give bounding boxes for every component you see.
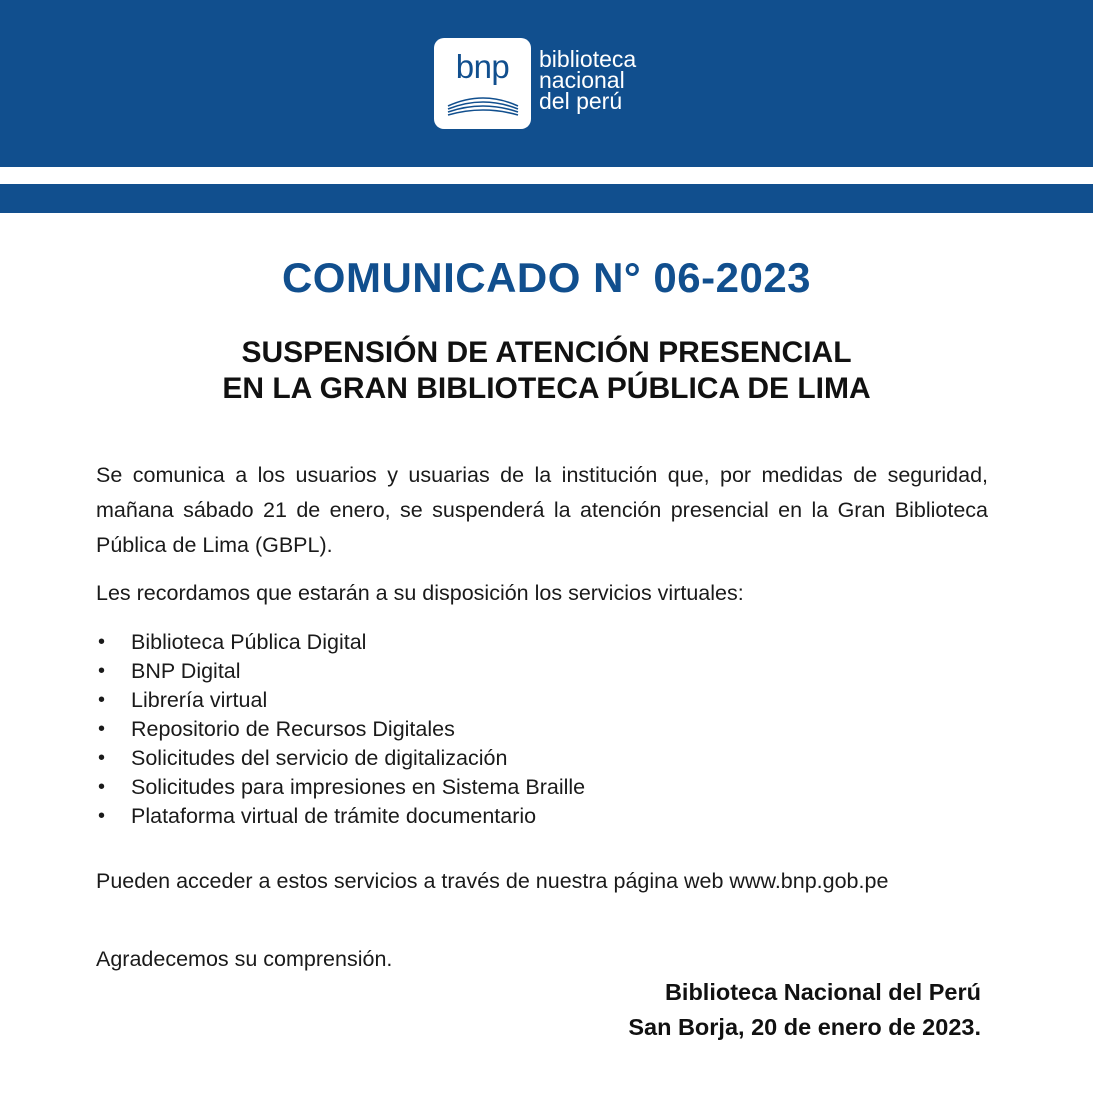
subtitle-line-2: EN LA GRAN BIBLIOTECA PÚBLICA DE LIMA xyxy=(222,372,871,405)
bullet-icon: • xyxy=(98,718,106,740)
list-item xyxy=(96,715,796,744)
bullet-icon: • xyxy=(98,747,106,769)
logo-name-line-1: biblioteca xyxy=(539,46,637,72)
service-label: Solicitudes del servicio de digitalización xyxy=(131,746,508,770)
book-arc-icon xyxy=(446,94,520,118)
logo-name-line-2: nacional xyxy=(539,67,625,93)
service-label: Repositorio de Recursos Digitales xyxy=(131,717,455,741)
service-label: BNP Digital xyxy=(131,659,241,683)
service-label: Plataforma virtual de trámite documentario xyxy=(131,804,537,828)
communique-title: COMUNICADO N° 06-2023 xyxy=(281,254,812,301)
list-item xyxy=(96,773,796,802)
bullet-icon: • xyxy=(98,660,106,682)
thanks-paragraph: Agradecemos su comprensión. xyxy=(96,947,393,971)
logo-name xyxy=(539,46,637,114)
communique-subtitle xyxy=(0,335,1093,407)
service-label: Solicitudes para impresiones en Sistema Braille xyxy=(131,775,586,799)
website-paragraph: Pueden acceder a estos servicios a través de nuestra página web www.bnp.gob.pe xyxy=(96,869,889,893)
services-intro-paragraph: Les recordamos que estarán a su disposición los servicios virtuales: xyxy=(96,581,744,605)
bnp-logo xyxy=(434,38,531,129)
bullet-icon: • xyxy=(98,689,106,711)
header-banner xyxy=(0,0,1093,167)
services-list xyxy=(96,628,796,831)
intro-paragraph: Se comunica a los usuarios y usuarias de la institución que, por medidas de seguridad, mañana sábado 21 de enero, se suspenderá la atención presencial en la Gran Biblioteca Pública de Lima (GBPL). xyxy=(96,463,988,557)
header-stripe xyxy=(0,184,1093,213)
signature-place-date: San Borja, 20 de enero de 2023. xyxy=(628,1014,981,1040)
logo-abbreviation: bnp xyxy=(455,48,510,85)
bullet-icon: • xyxy=(98,631,106,653)
list-item xyxy=(96,802,796,831)
bullet-icon: • xyxy=(98,805,106,827)
list-item xyxy=(96,744,796,773)
bullet-icon: • xyxy=(98,776,106,798)
service-label: Biblioteca Pública Digital xyxy=(131,630,367,654)
list-item xyxy=(96,628,796,657)
list-item xyxy=(96,686,796,715)
signature-block xyxy=(628,975,981,1045)
subtitle-line-1: SUSPENSIÓN DE ATENCIÓN PRESENCIAL xyxy=(241,336,852,369)
list-item xyxy=(96,657,796,686)
signature-institution: Biblioteca Nacional del Perú xyxy=(664,979,981,1005)
logo-name-line-3: del perú xyxy=(539,88,623,114)
service-label: Librería virtual xyxy=(131,688,268,712)
